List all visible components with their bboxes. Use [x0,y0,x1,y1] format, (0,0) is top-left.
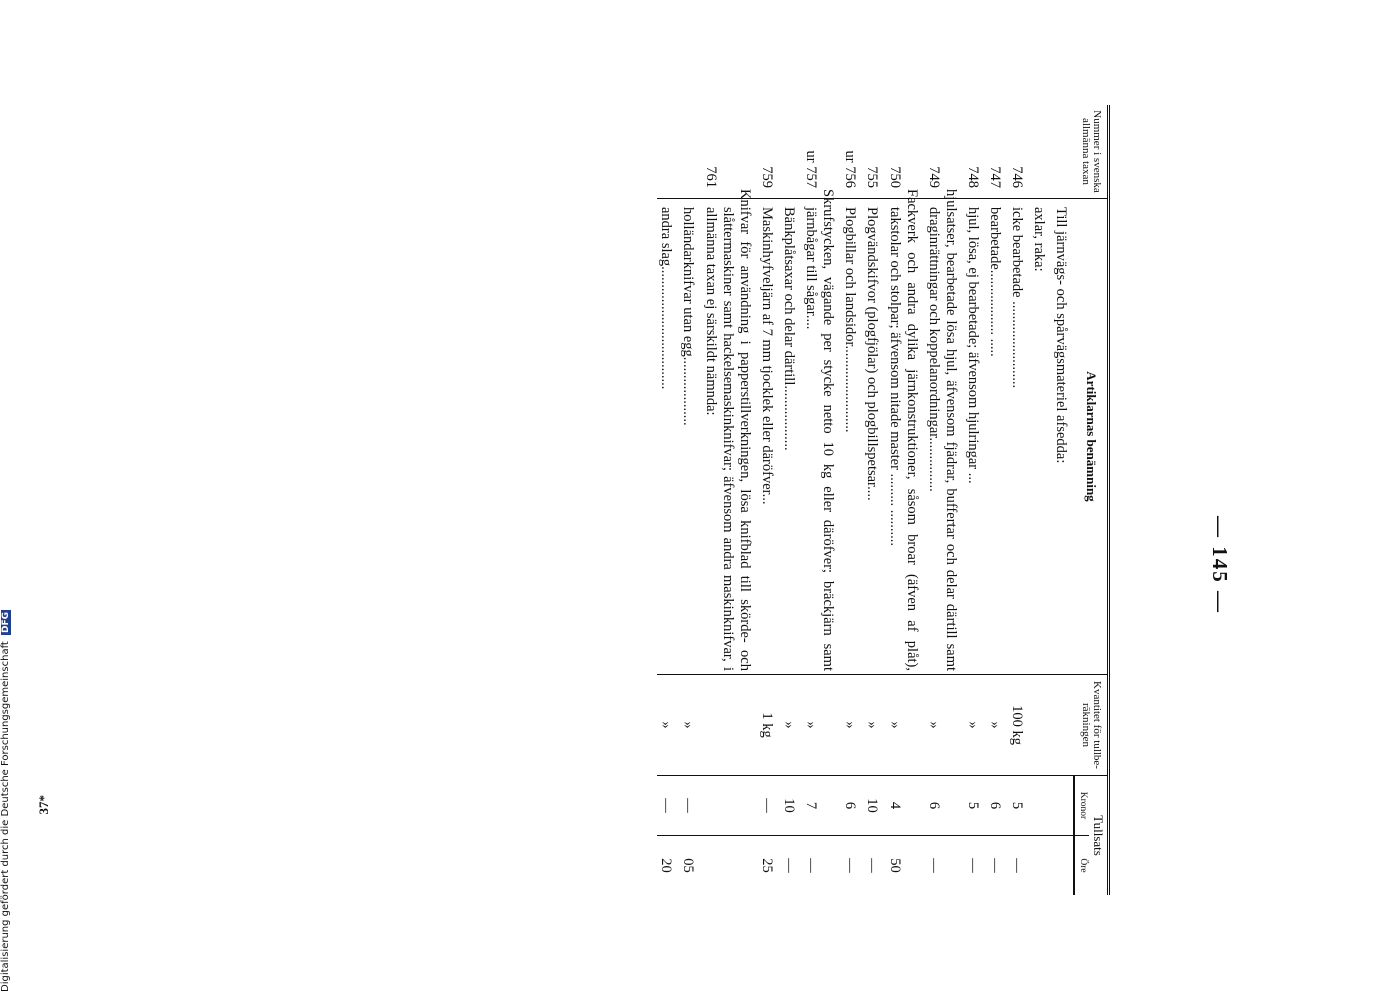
row-quantity: » [679,675,701,776]
table-row [1052,105,1074,895]
row-kronor: 7 [802,776,841,836]
row-article: icke bearbetade ........................ [1008,199,1030,675]
row-kronor: — [679,776,701,836]
table-row [986,105,1008,895]
row-article: Fackverk och andra dylika järnkonstruktioner, såsom broar (äfven af plåt), takstolar och stolpar; äfvensom nitade master ......... .......... [885,199,924,675]
row-article: Till järnvägs- och spårvägsmateriel afsedda: [1052,199,1074,675]
row-quantity: » [925,675,964,776]
row-quantity: » [657,675,679,776]
row-ore: 25 [758,858,775,873]
row-number [780,105,802,199]
row-article: andra slag.................................. [657,199,679,675]
table-row [885,105,924,895]
row-ore: — [1009,858,1026,873]
row-ore: 20 [658,858,675,873]
table-row [964,105,986,895]
dfg-logo: DFG [1,611,11,633]
row-article: Plogvändskifvor (plogfjölar) och plogbillspetsar.... [863,199,885,675]
row-kronor: 6 [986,776,1008,836]
row-kronor: 10 [863,776,885,836]
row-number: 750 [886,166,903,188]
row-quantity [1030,675,1052,776]
row-number: 749 [925,166,942,188]
row-article: Bänkplåtsaxar och delar därtill.................. [780,199,802,675]
row-number [1052,105,1074,199]
row-kronor: 5 [1008,776,1030,836]
table-row [1008,105,1030,895]
table-row [657,105,679,895]
header-kvantitet: Kvantitet för tullbe-räkningen [1074,675,1108,776]
row-kronor: 4 [885,776,924,836]
row-number: 759 [758,166,775,188]
table-row [925,105,964,895]
row-number: 761 [702,166,719,188]
row-quantity: » [863,675,885,776]
row-kronor: 5 [964,776,986,836]
row-quantity: » [885,675,924,776]
row-ore: — [987,858,1004,873]
table-row [679,105,701,895]
row-article: Maskinhyfveljärn af 7 mm tjocklek eller däröfver... [758,199,780,675]
rotated-page [36,105,1232,895]
header-tullsats: Tullsats [1089,776,1108,896]
row-number [657,105,679,199]
row-article: bearbetade.................. ..... [986,199,1008,675]
row-kronor: 6 [925,776,964,836]
row-number [679,105,701,199]
row-kronor: 10 [780,776,802,836]
row-article: Plogbillar och landsidor........................ [841,199,863,675]
row-ore [1052,836,1074,896]
row-number: ur 757 [803,150,820,188]
row-kronor: — [758,776,780,836]
row-ore: — [842,858,859,873]
row-number: ur 756 [842,150,859,188]
row-ore [701,836,757,896]
tariff-table [657,105,1110,895]
row-article: hjul, lösa, ej bearbetade; äfvensom hjulringar ... [964,199,986,675]
page-number: — 145 — [1208,516,1232,614]
header-nummer: Nummer i svenska allmänna taxan [1074,105,1108,199]
header-kronor: Kronor [1074,776,1089,836]
row-ore: 05 [680,858,697,873]
row-number: 747 [987,166,1004,188]
row-ore [1030,836,1052,896]
row-kronor [1052,776,1074,836]
table-row [780,105,802,895]
row-ore: — [803,858,820,873]
row-quantity: » [841,675,863,776]
header-artikel: Artiklarnas benämning [1074,199,1108,675]
table-row [841,105,863,895]
row-ore: — [780,858,797,873]
row-number: 755 [864,166,881,188]
table-row [863,105,885,895]
table-row [1030,105,1052,895]
row-ore: — [925,858,942,873]
row-quantity [1052,675,1074,776]
row-number [1030,105,1052,199]
row-number: 746 [1009,166,1026,188]
row-kronor [701,776,757,836]
row-article: Knifvar för användning i papperstillverkningen, lösa knifblad till skörde- och slåttermaskiner samt hackelsemaskinknifvar; äfvensom andra maskinknifvar, i allmänna taxan ej särskildt nämnda: [701,199,757,675]
header-ore: Öre [1074,836,1089,896]
row-article: Skrufstycken, vägande per stycke netto 10 kg eller däröfver; bräckjärn samt järnbågar till sågar.... [802,199,841,675]
row-quantity [701,675,757,776]
row-kronor [1030,776,1052,836]
row-quantity: 1 kg [758,675,780,776]
row-kronor: 6 [841,776,863,836]
row-number: 748 [964,166,981,188]
table-row [701,105,757,895]
row-article: axlar, raka: [1030,199,1052,675]
row-kronor: — [657,776,679,836]
row-quantity: » [964,675,986,776]
row-ore: — [864,858,881,873]
side-credit [0,592,11,1000]
row-quantity: 100 kg [1008,675,1030,776]
row-quantity: » [802,675,841,776]
row-ore: — [964,858,981,873]
table-row [802,105,841,895]
row-quantity: » [780,675,802,776]
table-body [657,105,1074,895]
row-quantity: » [986,675,1008,776]
row-ore: 50 [886,858,903,873]
table-row [758,105,780,895]
signature-mark: 37* [36,795,51,815]
row-article: hjulsatser, bearbetade lösa hjul, äfvensom fjädrar, buffertar och delar därtill samt draginrättningar och koppelanordningar............... [925,199,964,675]
row-article: holländarknifvar utan egg................... [679,199,701,675]
side-credit-text: Digitalisierung gefördert durch die Deutsche Forschungsgemeinschaft [0,641,11,992]
